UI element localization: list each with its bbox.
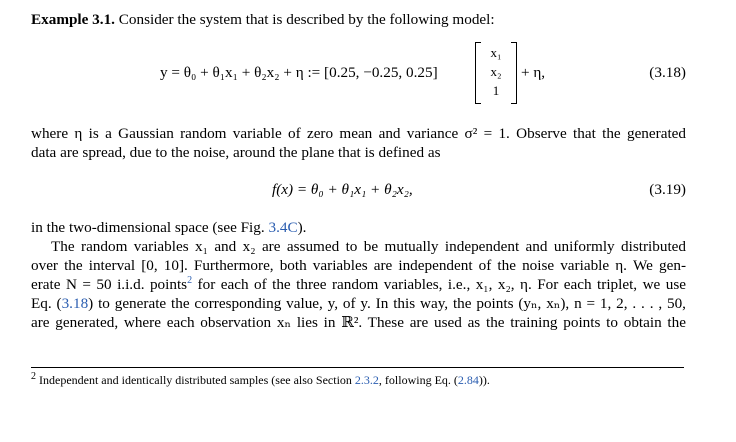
para3-line5: are generated, where each observation xₙ lies in ℝ². These are used as the training points to obtain the [31, 314, 686, 331]
footnote-marker-link[interactable]: 2 [187, 274, 193, 286]
footnote [31, 373, 490, 388]
section-ref-link[interactable]: 2.3.2 [354, 373, 379, 387]
footnote-text-post: )). [478, 373, 490, 387]
equation-3-18-vector [475, 42, 517, 104]
footnote-rule [31, 367, 684, 368]
para1-line2: data are spread, due to the noise, around the plane that is defined as [31, 144, 441, 161]
example-label: Example 3.1. [31, 11, 115, 28]
para3-line3 [31, 275, 686, 294]
footnote-eq-ref-link[interactable]: 2.84 [457, 373, 479, 387]
equation-3-18-rhs: + η, [521, 64, 546, 81]
vector-entry-x1: x₁ [490, 45, 502, 60]
footnote-mark: 2 [31, 371, 36, 382]
figure-ref-link[interactable]: 3.4C [268, 219, 298, 236]
para2-text-pre: in the two-dimensional space (see Fig. [31, 219, 269, 236]
para3-line4 [31, 294, 686, 313]
para3-line3-pre: erate N = 50 i.i.d. points [31, 276, 188, 293]
footnote-text-mid: , following Eq. ( [378, 373, 458, 387]
vector-entry-one: 1 [492, 83, 500, 98]
example-intro: Consider the system that is described by the following model: [118, 11, 495, 28]
example-heading-line [31, 10, 686, 29]
equation-ref-link[interactable]: 3.18 [61, 295, 89, 312]
equation-3-19-number: (3.19) [649, 181, 686, 198]
para3-line1: The random variables x₁ and x₂ are assumed to be mutually independent and uniformly distributed [51, 238, 686, 255]
vector-entry-x2: x₂ [490, 64, 502, 79]
para3-line4-post: ) to generate the corresponding value, y, of y. In this way, the points (yₙ, xₙ), n = 1, 2, . . . , 50, [88, 295, 686, 312]
para3-line2: over the interval [0, 10]. Furthermore, both variables are independent of the noise variable η. We gen- [31, 257, 686, 274]
footnote-text-pre: Independent and identically distributed samples (see also Section [39, 373, 355, 387]
para3-line4-pre: Eq. ( [31, 295, 62, 312]
para1-line1: where η is a Gaussian random variable of zero mean and variance σ² = 1. Observe that the generated [31, 125, 686, 142]
para2-line1 [31, 218, 686, 237]
equation-3-18-number: (3.18) [649, 64, 686, 81]
para3-line3-post: for each of the three random variables, i.e., x₁, x₂, η. For each triplet, we use [192, 276, 686, 293]
para2-text-post: ). [297, 219, 307, 236]
equation-3-18-lhs: y = θ₀ + θ₁x₁ + θ₂x₂ + η := [0.25, −0.25, 0.25] [160, 64, 438, 81]
equation-3-19: f(x) = θ₀ + θ₁x₁ + θ₂x₂, [272, 181, 413, 198]
